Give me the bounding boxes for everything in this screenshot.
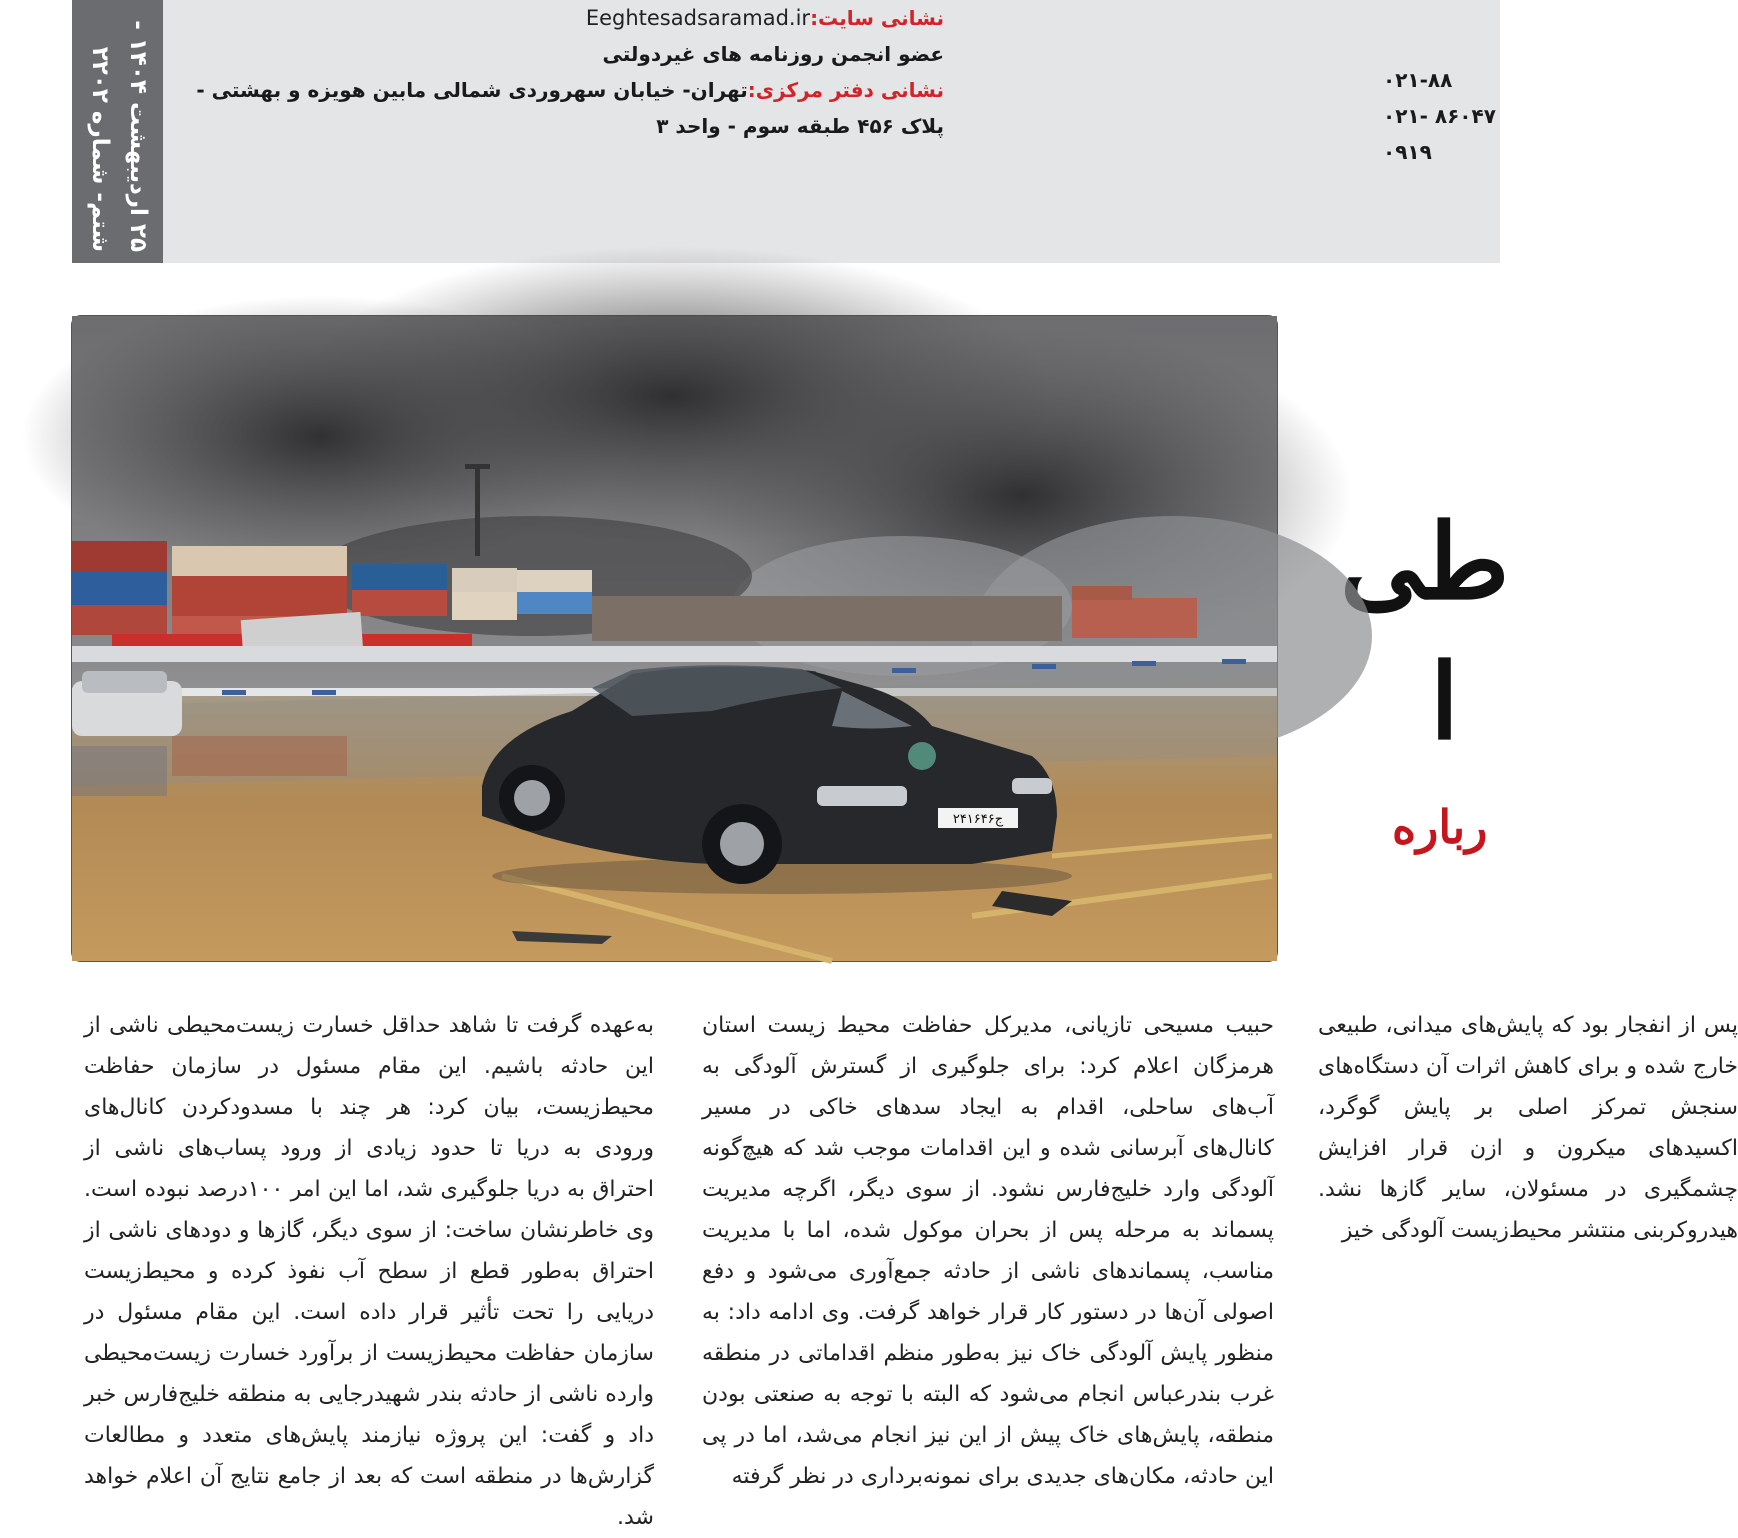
article-column-middle: حبیب مسیحی تازیانی، مدیرکل حفاظت محیط زیست استان هرمزگان اعلام کرد: برای جلوگیری از گسترش آلودگی به آب‌های ساحلی، اقدام به ایجاد سدهای خاکی در مسیر کانال‌های آبرسانی شده و این اقدامات موجب شد که هیچ‌گونه آلودگی وارد خلیج‌فارس نشود. از سوی دیگر، اگرچه مدیریت پسماند به مرحله پس از بحران موکول شده، اما با مدیریت مناسب، پسماندهای ناشی از حادثه جمع‌آوری می‌شود و دفع اصولی آن‌ها در دستور کار قرار خواهد گرفت. وی ادامه داد: به منظور پایش آلودگی خاک نیز به‌طور منظم اقداماتی در منطقه غرب بندرعباس انجام می‌شود که البته با توجه به صنعتی بودن منطقه، پایش‌های خاک پیش از این نیز انجام می‌شد، اما در پی این حادثه، مکان‌های جدیدی برای نمونه‌برداری در نظر گرفته bbox=[702, 1013, 1274, 1489]
article-column-right bbox=[1318, 1005, 1738, 1521]
office-line bbox=[196, 72, 944, 108]
site-url[interactable]: Eeghtesadsaramad.ir bbox=[585, 6, 811, 30]
office-address: تهران- خیابان سهروردی شمالی مابین هویزه و بهشتی - bbox=[196, 78, 748, 102]
headline-line-1: طی bbox=[1340, 500, 1510, 623]
headline-line-2: ا bbox=[1430, 640, 1459, 763]
office-line-2: پلاک ۴۵۶ طبقه سوم - واحد ۳ bbox=[656, 114, 944, 138]
issue-info-strip bbox=[72, 0, 163, 263]
phone-2: ۰۲۱- ۸۶۰۴۷ bbox=[1383, 104, 1496, 128]
headline-subtitle: رباره bbox=[1392, 800, 1488, 854]
site-label: نشانی سایت: bbox=[810, 6, 944, 30]
office-label: نشانی دفتر مرکزی: bbox=[747, 78, 944, 102]
port-fire-photo bbox=[72, 316, 1277, 961]
phone-3: ۰۹۱۹ bbox=[1383, 140, 1432, 164]
issue-info-text bbox=[81, 2, 157, 252]
issue-date: ۲۵ اردیبهشت ۱۴۰۴ - bbox=[125, 20, 151, 252]
issue-number: شتم- شماره ۲۲۰۲ bbox=[87, 46, 113, 252]
news-photo bbox=[71, 315, 1278, 962]
license-plate-text: ۲۴۱ج۶۴۶ bbox=[952, 812, 1004, 827]
membership-line: عضو انجمن روزنامه های غیردولتی bbox=[602, 42, 944, 66]
article-column-right-text: پس از انفجار بود که پایش‌های میدانی، طبیعی خارج شده و برای کاهش اثرات آن دستگاه‌های سنجش تمرکز اصلی بر پایش گوگرد، اکسیدهای میکرون و ازن قرار افزایش چشمگیری در مسئولان، سایر گازها نشد. هیدروکربنی منتشر محیط‌زیست آلودگی خیز bbox=[1318, 1013, 1738, 1243]
imprint-block bbox=[196, 0, 944, 144]
site-line bbox=[224, 0, 944, 36]
phone-1: ۰۲۱-۸۸ bbox=[1383, 68, 1453, 92]
article-column-left: به‌عهده گرفت تا شاهد حداقل خسارت زیست‌محیطی ناشی از این حادثه باشیم. این مقام مسئول در سازمان حفاظت محیط‌زیست، بیان کرد: هر چند با مسدودکردن کانال‌های ورودی به دریا تا حدود زیادی از ورود پساب‌های ناشی از احتراق به دریا جلوگیری شد، اما این امر ۱۰۰درصد نبوده است. وی خاطرنشان ساخت: از سوی دیگر، گازها و دودهای ناشی از احتراق به‌طور قطع از سطح آب نفوذ کرده و محیط‌زیست دریایی را تحت تأثیر قرار داده است. این مقام مسئول در سازمان حفاظت محیط‌زیست از برآورد خسارت زیست‌محیطی وارده ناشی از حادثه بندر شهیدرجایی به منطقه خلیج‌فارس خبر داد و گفت: این پروژه نیازمند پایش‌های متعدد و مطالعات گزارش‌ها در منطقه است که بعد از جامع نتایج آن اعلام خواهد شد. bbox=[84, 1013, 654, 1530]
phone-numbers bbox=[1383, 62, 1523, 170]
